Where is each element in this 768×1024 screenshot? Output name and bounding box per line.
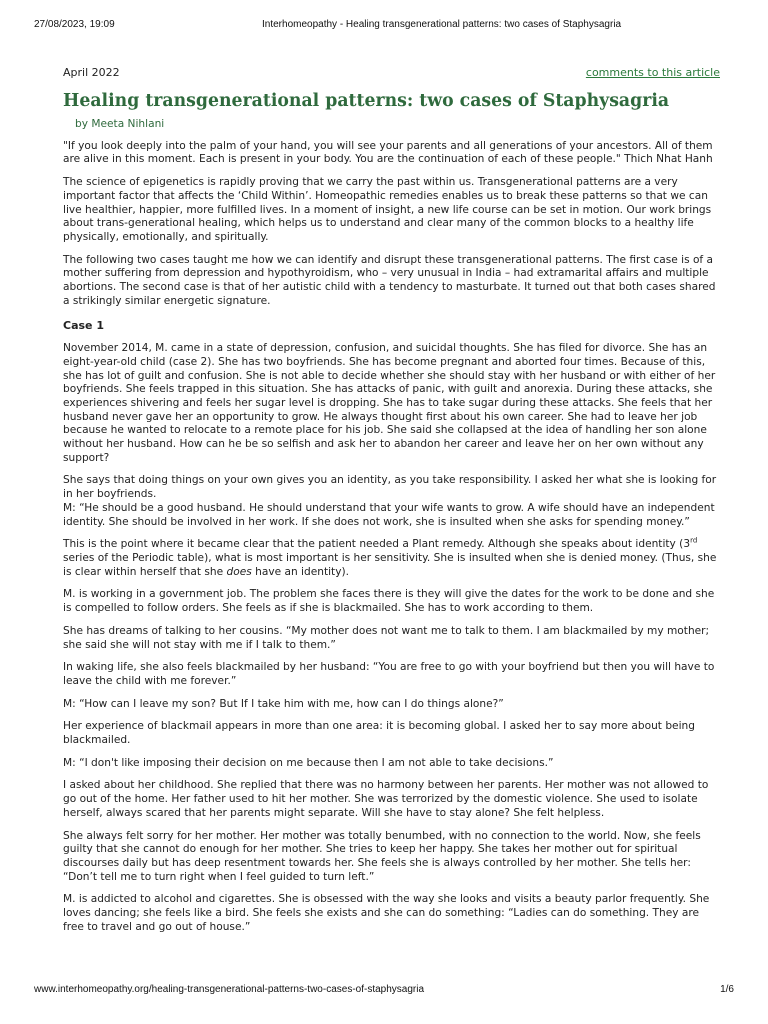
case-paragraph: Her experience of blackmail appears in more than one area: it is becoming global. I asked her to say more about being blackmailed. — [63, 720, 695, 747]
print-header — [0, 0, 768, 40]
article — [63, 66, 720, 943]
page-number: 1/6 — [720, 984, 734, 995]
plant-text: This is the point where it became clear that the patient needed a Plant remedy. Although she speaks about identity (3 — [63, 538, 691, 551]
case-paragraph: M. is working in a government job. The problem she faces there is they will give the dates for the work to be done and she is compelled to follow orders. She feels as if she is blackmailed. She has to work according to them. — [63, 588, 715, 615]
case-paragraph: She has dreams of talking to her cousins. “My mother does not want me to talk to them. I am blackmailed by my mother; she said she will not stay with me if I talk to them.” — [63, 624, 710, 651]
identity-quote: M: “He should be a good husband. He should understand that your wife wants to grow. A wife should have an independent identity. She should be involved in her work. If she does not work, she is insulted when she asks for spending money.” — [63, 501, 715, 528]
identity-paragraph — [63, 474, 720, 529]
case-paragraph: M. is addicted to alcohol and cigarettes. She is obsessed with the way she looks and visits a beauty parlor frequently. She loves dancing; she feels like a bird. She feels she exists and she can do something: “Ladies can do something. They are free to travel and go out of house.” — [63, 893, 710, 933]
ordinal-suffix: rd — [690, 536, 698, 545]
case-heading: Case 1 — [63, 319, 104, 333]
intro-paragraph: The science of epigenetics is rapidly proving that we carry the past within us. Transgenerational patterns are a very important factor that affects the ‘Child Within’. Homeopathic remedies enables us to break these patterns so that we can live healthier, happier, more fulfilled lives. In a moment of insight, a new life course can be set in motion. Our work brings about trans-generational healing, which helps us to understand and clear many of the common blocks to a healthy life physically, emotionally, and spiritually. — [63, 176, 712, 243]
identity-line: She says that doing things on your own gives you an identity, as you take responsibility. I asked her what she is looking for in her boyfriends. — [63, 474, 717, 501]
plant-paragraph — [63, 538, 720, 579]
case-paragraph: In waking life, she also feels blackmailed by her husband: “You are free to go with your boyfriend but then you will have to leave the child with me forever.” — [63, 661, 715, 687]
print-url: www.interhomeopathy.org/healing-transgenerational-patterns-two-cases-of-staphysagria — [34, 984, 425, 995]
issue-date: April 2022 — [63, 66, 120, 79]
case-paragraph: I asked about her childhood. She replied that there was no harmony between her parents. Her mother was not allowed to go out of the home. Her father used to hit her mother. She was terrorized by the domestic violence. She used to isolate herself, always scared that her parents might separate. Will she have to stay alone? She felt helpless. — [63, 779, 709, 819]
print-date: 27/08/2023, 19:09 — [34, 19, 115, 30]
case-paragraph: She always felt sorry for her mother. Her mother was totally benumbed, with no connection to the world. Now, she feels guilty that she cannot do enough for her mother. She tries to keep her happy. She takes her mother out for spiritual discourses daily but has deep resentment towards her. She feels she is always controlled by her mother. She tells her: “Don’t tell me to turn right when I feel guided to turn left.” — [63, 829, 701, 883]
emphasis: does — [226, 565, 252, 578]
print-page-title: Interhomeopathy - Healing transgenerational patterns: two cases of Staphysagria — [262, 19, 622, 30]
intro-quote: "If you look deeply into the palm of your hand, you will see your parents and all generations of your ancestors. All of them are alive in this moment. Each is present in your body. You are the continuation of each of these people." Thich Nhat Hanh — [63, 139, 713, 166]
print-footer — [0, 984, 768, 1024]
author-byline: by Meeta Nihlani — [75, 118, 165, 130]
plant-text: series of the Periodic table), what is most important is her sensitivity. She is insulted when she is denied money. (Thus, she is clear within herself that she — [63, 551, 717, 578]
case-paragraph: M: “I don't like imposing their decision on me because then I am not able to take decisions.” — [63, 756, 554, 769]
article-title: Healing transgenerational patterns: two cases of Staphysagria — [63, 91, 670, 111]
comments-link[interactable]: comments to this article — [585, 66, 720, 79]
plant-text: have an identity). — [251, 565, 349, 578]
case-paragraph: November 2014, M. came in a state of depression, confusion, and suicidal thoughts. She has filed for divorce. She has an eight-year-old child (case 2). She has two boyfriends. She has become pregnant and aborted four times. Because of this, she has lot of guilt and confusion. She is not able to decide whether she should stay with her husband or with either of her boyfriends. She feels trapped in this situation. She has attacks of panic, with guilt and anorexia. During these attacks, she experiences shivering and feels her sugar level is dropping. She has to take sugar during these attacks. She feels that her husband never gave her an opportunity to grow. He always thought first about his own career. She had to leave her job because he wanted to relocate to a remote place for his job. She said she collapsed at the idea of handling her son alone without her husband. How can he be so selfish and ask her to abandon her career and leave her on her own without any support? — [63, 342, 716, 464]
intro-paragraph: The following two cases taught me how we can identify and disrupt these transgenerational patterns. The first case is of a mother suffering from depression and hypothyroidism, who – very unusual in India – had extramarital affairs and multiple abortions. The second case is that of her autistic child with a tendency to masturbate. It turned out that both cases shared a strikingly similar energetic signature. — [63, 253, 716, 307]
article-topline — [63, 66, 720, 84]
case-paragraph: M: “How can I leave my son? But If I take him with me, how can I do things alone?” — [63, 697, 504, 710]
